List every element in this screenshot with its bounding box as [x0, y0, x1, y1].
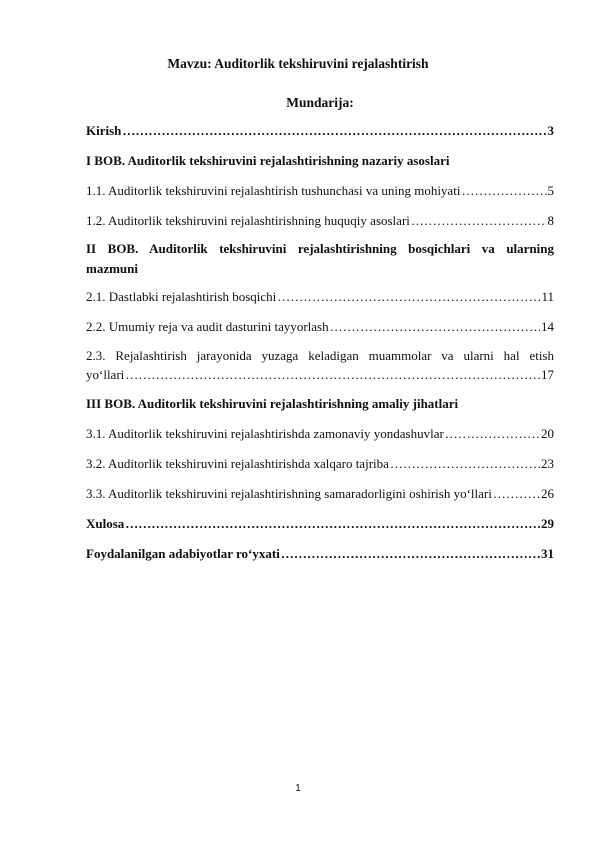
page-number: 1: [295, 783, 301, 794]
toc-entry-page: 26: [541, 486, 554, 501]
leader-dots: [493, 485, 540, 502]
leader-dots: [390, 455, 540, 472]
toc-entry-page: 5: [547, 183, 554, 198]
toc-entry-text: 2.2. Umumiy reja va audit dasturini tayyorlash: [86, 319, 329, 334]
leader-dots: [122, 122, 546, 139]
toc-entry-page: 11: [541, 289, 554, 304]
toc-entry-2-3-line-1: 2.3. Rejalashtirish jarayonida yuzaga keladigan muammolar va ularni hal etish: [86, 348, 554, 363]
toc-entry-2-2: [86, 318, 554, 335]
toc-entry-2-3: [86, 346, 554, 383]
leader-dots: [445, 425, 540, 442]
table-of-contents: [86, 122, 554, 562]
toc-entry-page: 20: [541, 426, 554, 441]
toc-heading: Mundarija:: [286, 95, 354, 110]
chapter-2-title: [86, 239, 554, 279]
chapter-2-title-line-2: mazmuni: [86, 261, 138, 276]
toc-entry-3-1: [86, 425, 554, 442]
toc-entry-text: 3.2. Auditorlik tekshiruvini rejalashtirishda xalqaro tajriba: [86, 456, 389, 471]
toc-entry-3-3: [86, 485, 554, 502]
toc-entry-text: 3.1. Auditorlik tekshiruvini rejalashtirishda zamonaviy yondashuvlar: [86, 426, 444, 441]
leader-dots: [461, 182, 546, 199]
toc-entry-text: 1.1. Auditorlik tekshiruvini rejalashtirish tushunchasi va uning mohiyati: [86, 183, 461, 198]
toc-entry-2-3-line-2: [86, 366, 554, 383]
toc-entry-text: Kirish: [86, 123, 122, 138]
toc-entry-1-2: [86, 212, 554, 229]
toc-entry-2-1: [86, 288, 554, 305]
toc-entry-text: 1.2. Auditorlik tekshiruvini rejalashtirishning huquqiy asoslari: [86, 213, 410, 228]
chapter-1-title: I BOB. Auditorlik tekshiruvini rejalashtirishning nazariy asoslari: [86, 153, 450, 168]
toc-entry-text: Foydalanilgan adabiyotlar ro‘yxati: [86, 546, 280, 561]
toc-entry-intro: [86, 122, 554, 139]
chapter-3-title: III BOB. Auditorlik tekshiruvini rejalashtirishning amaliy jihatlari: [86, 396, 459, 411]
document-title: Mavzu: Auditorlik tekshiruvini rejalashtirish: [167, 56, 429, 71]
leader-dots: [125, 366, 540, 383]
toc-entry-page: 17: [541, 367, 554, 382]
toc-entry-references: [86, 545, 554, 562]
toc-entry-3-2: [86, 455, 554, 472]
toc-entry-page: 3: [547, 123, 554, 138]
toc-entry-page: 31: [541, 546, 554, 561]
toc-entry-text: 2.1. Dastlabki rejalashtirish bosqichi: [86, 289, 277, 304]
toc-entry-text: Xulosa: [86, 516, 125, 531]
leader-dots: [281, 545, 540, 562]
toc-entry-page: 14: [541, 319, 554, 334]
leader-dots: [125, 515, 540, 532]
toc-entry-page: 29: [541, 516, 554, 531]
toc-entry-page: 8: [547, 213, 554, 228]
chapter-2-title-line-1: II BOB. Auditorlik tekshiruvini rejalashtirishning bosqichlari va ularning: [86, 241, 554, 256]
toc-entry-text: yo‘llari: [86, 367, 125, 382]
toc-entry-conclusion: [86, 515, 554, 532]
leader-dots: [411, 212, 547, 229]
leader-dots: [330, 318, 540, 335]
toc-entry-page: 23: [541, 456, 554, 471]
leader-dots: [277, 288, 540, 305]
toc-entry-1-1: [86, 182, 554, 199]
toc-entry-text: 3.3. Auditorlik tekshiruvini rejalashtirishning samaradorligini oshirish yo‘llari: [86, 486, 492, 501]
